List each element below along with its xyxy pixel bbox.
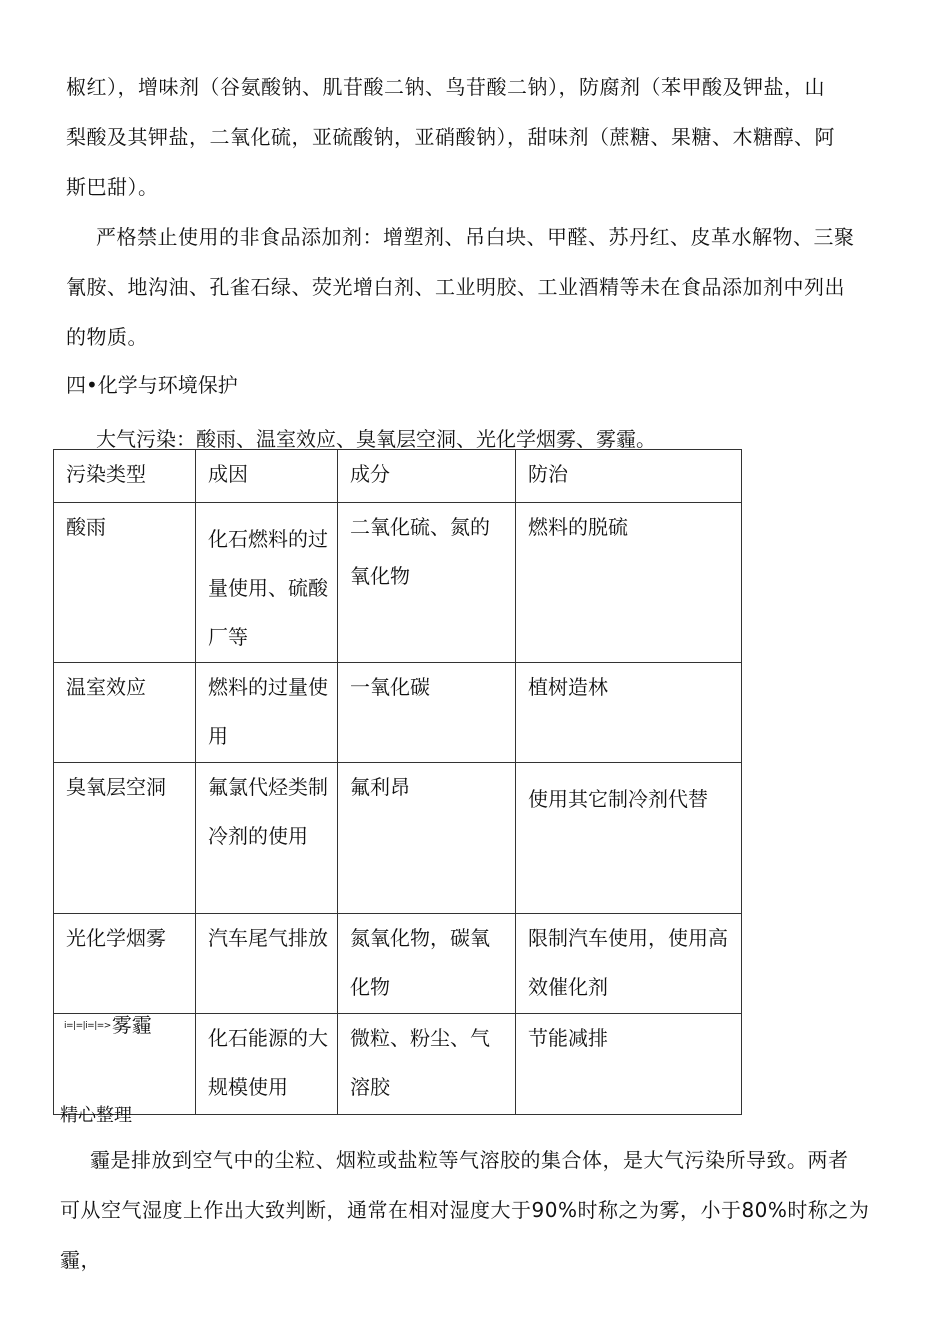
cell-component: 氮氧化物，碳氧化物 [338,914,516,1014]
closing-line1: 霾是排放到空气中的尘粒、烟粒或盐粒等气溶胶的集合体，是大气污染所导致。两者 [90,1148,849,1172]
cell-component: 氟利昂 [338,763,516,914]
paragraph-additives-line2: 梨酸及其钾盐，二氧化硫，亚硫酸钠，亚硝酸钠），甜味剂（蔗糖、果糖、木糖醇、阿 [66,125,835,149]
cell-cause: 化石能源的大规模使用 [196,1014,338,1115]
cell-prevention: 节能减排 [516,1014,742,1115]
cell-component: 微粒、粉尘、气溶胶 [338,1014,516,1115]
cell-type: 酸雨 [54,503,196,663]
header-cause: 成因 [196,450,338,503]
cell-type: 臭氧层空洞 [54,763,196,914]
cell-prevention: 使用其它制冷剂代替 [516,763,742,914]
table-row [54,914,742,1014]
paragraph-additives-line1: 椒红），增味剂（谷氨酸钠、肌苷酸二钠、鸟苷酸二钠），防腐剂（苯甲酸及钾盐，山 [66,75,825,99]
cell-cause: 氟氯代烃类制冷剂的使用 [196,763,338,914]
paragraph-banned-line1: 严格禁止使用的非食品添加剂：增塑剂、吊白块、甲醛、苏丹红、皮革水解物、三聚 [96,225,855,249]
table-intro: 大气污染：酸雨、温室效应、臭氧层空洞、光化学烟雾、雾霾。 [96,427,656,451]
cell-component: 二氧化硫、氮的氧化物 [338,503,516,663]
cell-type: 温室效应 [54,663,196,763]
header-component: 成分 [338,450,516,503]
pollution-table [53,449,742,1115]
header-type: 污染类型 [54,450,196,503]
cell-type-prefix: i=|=|i=|=> [64,1021,111,1031]
table-row [54,763,742,914]
cell-prevention: 燃料的脱硫 [516,503,742,663]
footer-note: 精心整理 [60,1105,132,1126]
cell-prevention: 限制汽车使用，使用高效催化剂 [516,914,742,1014]
table-row [54,663,742,763]
closing-line2: 可从空气湿度上作出大致判断，通常在相对湿度大于90%时称之为雾，小于80%时称之为霾， [60,1198,870,1272]
cell-component: 一氧化碳 [338,663,516,763]
cell-type [54,1014,196,1115]
table-row [54,503,742,663]
paragraph-additives-line3: 斯巴甜）。 [66,175,159,199]
cell-type: 光化学烟雾 [54,914,196,1014]
table-header-row [54,450,742,503]
cell-cause: 汽车尾气排放 [196,914,338,1014]
paragraph-banned-line2: 氰胺、地沟油、孔雀石绿、荧光增白剂、工业明胶、工业酒精等未在食品添加剂中列出 [66,275,845,299]
paragraph-banned-line3: 的物质。 [66,325,148,349]
cell-prevention: 植树造林 [516,663,742,763]
table-row [54,1014,742,1115]
header-prevention: 防治 [516,450,742,503]
cell-type-text: 雾霾 [111,1013,152,1037]
section-heading: 四•化学与环境保护 [66,373,238,397]
cell-cause: 化石燃料的过量使用、硫酸厂等 [196,503,338,663]
cell-cause: 燃料的过量使用 [196,663,338,763]
